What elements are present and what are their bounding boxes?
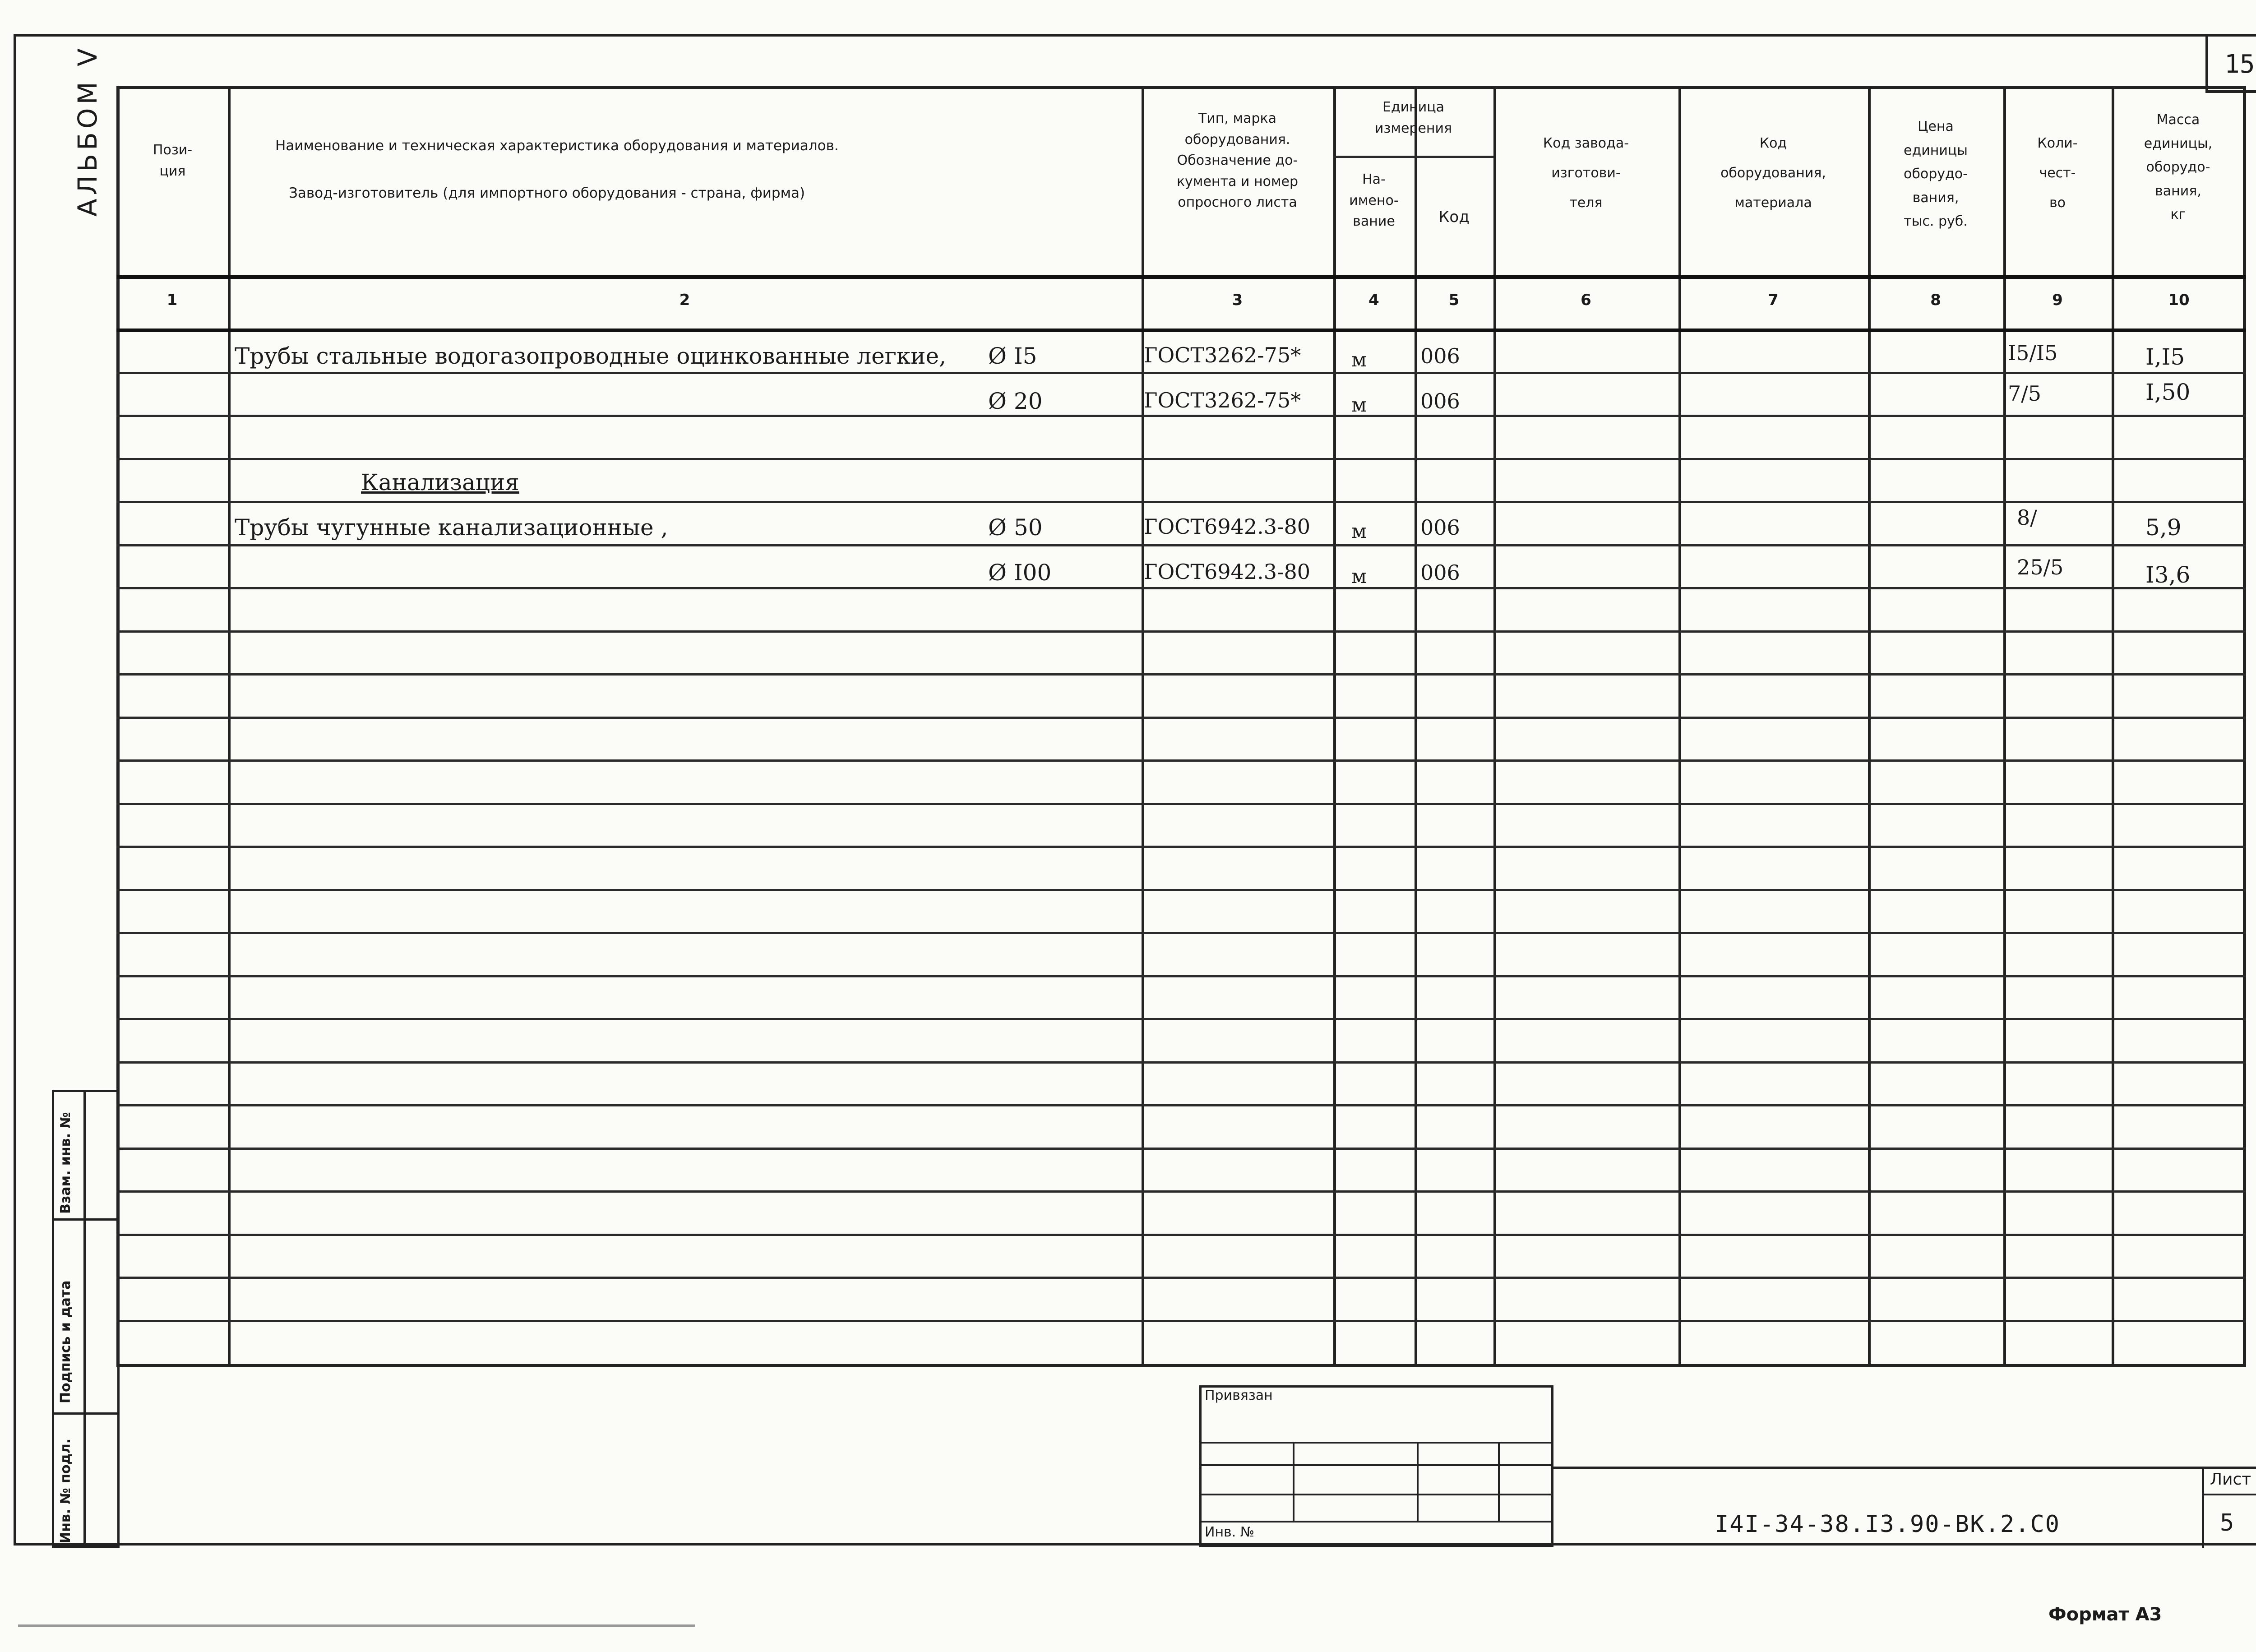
header-col8-line: оборудо- [1904,166,1968,182]
table-row-line [116,372,2246,374]
header-col3-line: кумента и номер [1176,173,1299,190]
header-col9-line: во [2049,195,2066,211]
item-code: 006 [1420,560,1460,585]
header-unit-group-line: Единица [1382,99,1445,115]
column-number: 4 [1368,291,1379,309]
table-row-line [116,717,2246,719]
header-col10-line: Масса [2156,112,2200,128]
header-col1-line: ция [159,163,186,179]
table-row-line [116,1061,2246,1064]
sheet-value: 5 [2220,1509,2234,1536]
header-divider [116,275,2246,279]
header-col9-line: Коли- [2037,135,2078,151]
item-mass: I3,6 [2145,562,2191,588]
item-code: 006 [1420,515,1460,540]
header-col8-line: Цена [1918,119,1954,134]
item-mass: I,I5 [2145,344,2185,370]
document-code: I4I-34-38.I3.90-ВК.2.С0 [1715,1511,2061,1538]
stamp-title: Привязан [1205,1388,1273,1403]
column-number: 9 [2052,291,2063,309]
item-name: Трубы стальные водогазопроводные оцинкованные легкие, [235,343,946,369]
sheet-number-top: 15 [2224,50,2255,79]
table-row-line [116,1277,2246,1279]
header-col3-line: Обозначение до- [1177,153,1298,168]
item-name: Трубы чугунные канализационные , [235,514,668,541]
table-row-line [116,544,2246,546]
binding-stamp [1199,1385,1553,1547]
header-col2-line2: Завод-изготовитель (для импортного оборудования - страна, фирма) [289,185,805,201]
item-unit: м [1351,348,1367,371]
table-row-line [116,1104,2246,1106]
header-col2-line1: Наименование и техническая характеристика оборудования и материалов. [275,138,839,154]
album-label: АЛЬБОМ V [72,45,103,217]
header-col6-line: Код завода- [1543,135,1629,151]
table-row-line [116,975,2246,977]
table-row-line [116,1018,2246,1020]
table-row-line [116,759,2246,762]
header-col3-line: опросного листа [1178,194,1297,210]
item-quantity: 7/5 [2008,381,2042,406]
item-quantity: 25/5 [2017,555,2064,579]
header-col4-line: На- [1362,171,1386,187]
side-label-signature-date: Подпись и дата [58,1280,74,1403]
table-row-line [116,846,2246,848]
header-col9-line: чест- [2039,165,2076,181]
header-col5: Код [1438,208,1470,226]
table-row-line [116,889,2246,891]
column-number: 6 [1581,291,1591,309]
item-code: 006 [1420,389,1460,413]
column-number: 7 [1768,291,1779,309]
item-document: ГОСТ6942.3-80 [1144,560,1311,584]
sheet-label: Лист [2210,1470,2251,1489]
header-col7-line: материала [1734,195,1812,211]
header-col10-line: вания, [2155,183,2201,199]
item-document: ГОСТ3262-75* [1144,388,1301,412]
table-row-line [116,458,2246,460]
header-col6-line: изготови- [1551,165,1621,181]
unit-group-divider [1333,156,1493,158]
column-number: 1 [166,291,178,309]
header-col3-line: оборудования. [1184,131,1290,148]
item-document: ГОСТ3262-75* [1144,343,1301,367]
header-col4-line: вание [1353,213,1395,229]
table-row-line [116,415,2246,417]
item-document: ГОСТ6942.3-80 [1144,514,1311,539]
table-row-line [116,501,2246,503]
side-label-inv-original: Инв. № подл. [58,1438,74,1543]
column-number: 5 [1448,291,1460,309]
item-unit: м [1351,520,1367,543]
header-col10-line: единицы, [2144,135,2213,152]
column-number: 8 [1930,291,1941,309]
section-title: Канализация [361,469,519,495]
item-diameter: Ø 50 [988,514,1043,541]
column-number: 10 [2168,291,2190,309]
header-col6-line: теля [1569,195,1603,211]
table-row-line [116,673,2246,676]
item-code: 006 [1420,344,1460,368]
format-label: Формат А3 [2048,1604,2162,1625]
table-row-line [116,932,2246,934]
item-unit: м [1351,565,1367,588]
column-number: 3 [1232,291,1243,309]
header-col4-line: имено- [1349,192,1399,208]
header-col7-line: оборудования, [1720,165,1826,181]
table-row-line [116,630,2246,633]
header-col10-line: оборудо- [2146,159,2210,175]
header-unit-group-line: измерения [1374,120,1452,136]
table-row-line [116,587,2246,589]
item-diameter: Ø I00 [988,560,1052,586]
item-diameter: Ø I5 [988,343,1037,369]
colnum-divider [116,329,2246,332]
header-col10-line: кг [2170,207,2186,222]
item-mass: 5,9 [2145,514,2182,541]
header-col8-line: вания, [1912,190,1959,206]
header-col1-line: Пози- [153,142,193,158]
item-diameter: Ø 20 [988,388,1043,414]
stamp-inv-label: Инв. № [1205,1524,1255,1540]
table-row-line [116,1148,2246,1150]
item-unit: м [1351,393,1367,416]
table-row-line [116,803,2246,805]
header-col8-line: единицы [1904,142,1968,158]
bottom-rule [18,1624,695,1627]
header-col8-line: тыс. руб. [1904,213,1968,229]
column-number: 2 [679,291,690,309]
side-label-replace-inv: Взам. инв. № [58,1112,74,1214]
table-row-line [116,1190,2246,1193]
item-quantity: 8/ [2017,505,2037,530]
item-quantity: I5/I5 [2008,341,2058,365]
header-col3-line: Тип, марка [1198,111,1277,126]
table-row-line [116,1320,2246,1322]
item-mass: I,50 [2145,379,2191,405]
table-row-line [116,1234,2246,1236]
header-col7-line: Код [1759,135,1787,151]
title-block-top [1553,1467,2256,1469]
